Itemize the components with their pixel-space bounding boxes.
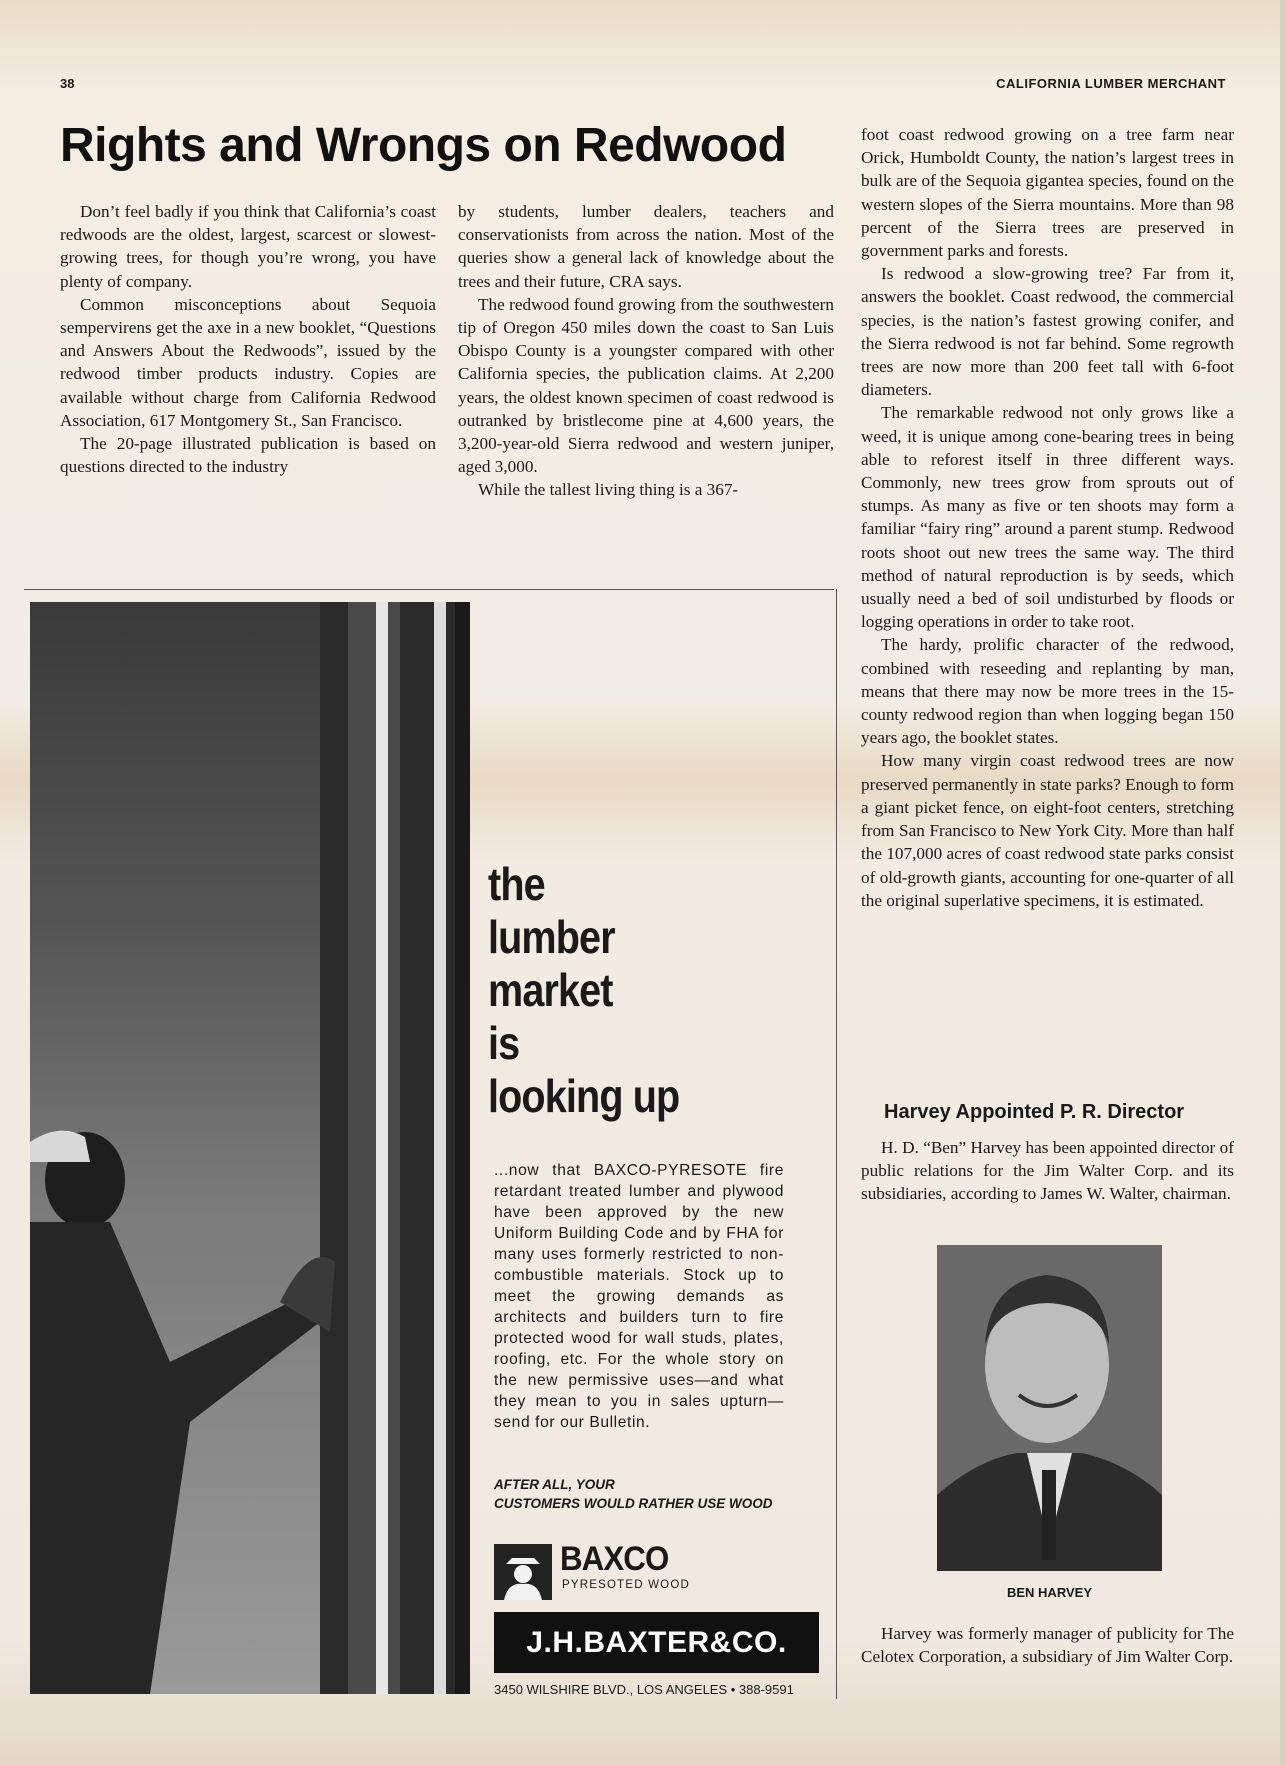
page-edge: [1280, 0, 1286, 1765]
ad-photo-worker-lumber: [30, 602, 470, 1694]
news-column-continued: [861, 1622, 1234, 1668]
ad-body-copy: ...now that BAXCO-PYRESOTE fire retardant treated lumber and plywood have been approved by the new Uniform Building Code and by FHA for many uses formerly restricted to non-combustible materials. Stock up to meet the growing demands as architects and builders turn to fire protected wood for wall studs, plates, roofing, etc. For the whole story on the new permissive uses—and what they mean to you in sales upturn—send for our Bulletin.: [494, 1162, 784, 1431]
article-paragraph: Is redwood a slow-growing tree? Far from it, answers the booklet. Coast redwood, the commercial species, is the nation’s fastest growing conifer, and the Sierra redwood is not far behind. Some regrowth trees are now more than 200 feet tall with 6-foot diameters.: [861, 264, 1234, 400]
company-address: 3450 WILSHIRE BLVD., LOS ANGELES • 388-9591: [494, 1682, 794, 1697]
company-name-banner: J.H.BAXTER&CO.: [494, 1612, 819, 1673]
article-paragraph: The hardy, prolific character of the redwood, combined with reseeding and replanting by man, means that there may now be more trees in the 15-county redwood region than when logging began 150 years ago, the booklet states.: [861, 635, 1234, 748]
pioneer-logo-icon: [494, 1544, 552, 1600]
article-paragraph: by students, lumber dealers, teachers and conservationists from across the nation. Most of the queries show a general lack of knowledge about the trees and their future, CRA says.: [458, 202, 834, 291]
ad-headline: [488, 858, 679, 1123]
ad-top-rule: [24, 589, 834, 590]
article-column-3: [861, 123, 1234, 912]
ad-tagline-line: AFTER ALL, YOUR: [494, 1477, 615, 1492]
ad-tagline-line: CUSTOMERS WOULD RATHER USE WOOD: [494, 1496, 773, 1511]
ad-headline-line: looking up: [488, 1070, 680, 1122]
article-paragraph: How many virgin coast redwood trees are now preserved permanently in state parks? Enough to form a giant picket fence, on eight-foot centers, stretching from San Francisco to New York City. More than half the 107,000 acres of coast redwood state parks consist of old-growth giants, accounting for one-quarter of all the original superlative specimens, it is estimated.: [861, 751, 1234, 910]
article-paragraph: While the tallest living thing is a 367-: [478, 480, 739, 500]
article-headline: Rights and Wrongs on Redwood: [60, 119, 787, 172]
article-paragraph: The remarkable redwood not only grows like a weed, it is unique among cone-bearing trees in being able to reforest itself in three different ways. Commonly, new trees grow from sprouts out of stumps. As many as five or ten shoots may form a familiar “fairy ring” around a parent stump. Redwood roots shoot out new trees the same way. The third method of natural reproduction is by seeds, which usually need a bed of soil undisturbed by floods or logging operations in order to take root.: [861, 403, 1234, 632]
article-paragraph: Common misconceptions about Sequoia sempervirens get the axe in a new booklet, “Questions and Answers About the Redwoods”, issued by the redwood timber products industry. Copies are available without charge from California Redwood Association, 617 Montgomery St., San Francisco.: [60, 294, 436, 430]
page-number: 38: [60, 76, 75, 91]
news-headline: Harvey Appointed P. R. Director: [884, 1101, 1185, 1123]
news-paragraph: Harvey was formerly manager of publicity for The Celotex Corporation, a subsidiary of Jim Walter Corp.: [861, 1624, 1234, 1667]
ad-headline-line: the: [488, 858, 545, 910]
ad-right-rule: [836, 589, 837, 1699]
portrait-caption: BEN HARVEY: [1006, 1585, 1092, 1600]
article-paragraph: foot coast redwood growing on a tree farm near Orick, Humboldt County, the nation’s largest trees in bulk are of the Sequoia gigantea species, found on the western slopes of the Sierra mountains. More than 98 percent of the Sierra trees are preserved in government parks and forests.: [861, 125, 1234, 261]
brand-subtitle: PYRESOTED WOOD: [562, 1579, 690, 1591]
news-column: [861, 1136, 1234, 1206]
ad-headline-line: is: [488, 1017, 520, 1069]
baxco-logo: [494, 1540, 794, 1594]
article-paragraph: The 20-page illustrated publication is based on questions directed to the industry: [60, 434, 436, 477]
ad-tagline: [494, 1475, 814, 1513]
ad-headline-line: lumber: [488, 911, 615, 963]
ad-headline-line: market: [488, 964, 613, 1016]
portrait-photo: [937, 1245, 1162, 1571]
news-paragraph: H. D. “Ben” Harvey has been appointed director of public relations for the Jim Walter Corp. and its subsidiaries, according to James W. Walter, chairman.: [861, 1138, 1234, 1204]
article-paragraph: Don’t feel badly if you think that California’s coast redwoods are the oldest, largest, scarcest or slowest-growing trees, for though you’re wrong, you have plenty of company.: [60, 202, 436, 291]
article-paragraph: The redwood found growing from the southwestern tip of Oregon 450 miles down the coast to San Luis Obispo County is a youngster compared with other California species, the publication claims. At 2,200 years, the oldest known specimen of coast redwood is outranked by bristlecome pine at 4,600 years, the 3,200-year-old Sierra redwood and western juniper, aged 3,000.: [458, 294, 834, 477]
running-header: CALIFORNIA LUMBER MERCHANT: [996, 76, 1226, 91]
brand-name: BAXCO: [560, 1540, 669, 1578]
article-column-2: [458, 200, 834, 502]
article-column-1: [60, 200, 436, 478]
